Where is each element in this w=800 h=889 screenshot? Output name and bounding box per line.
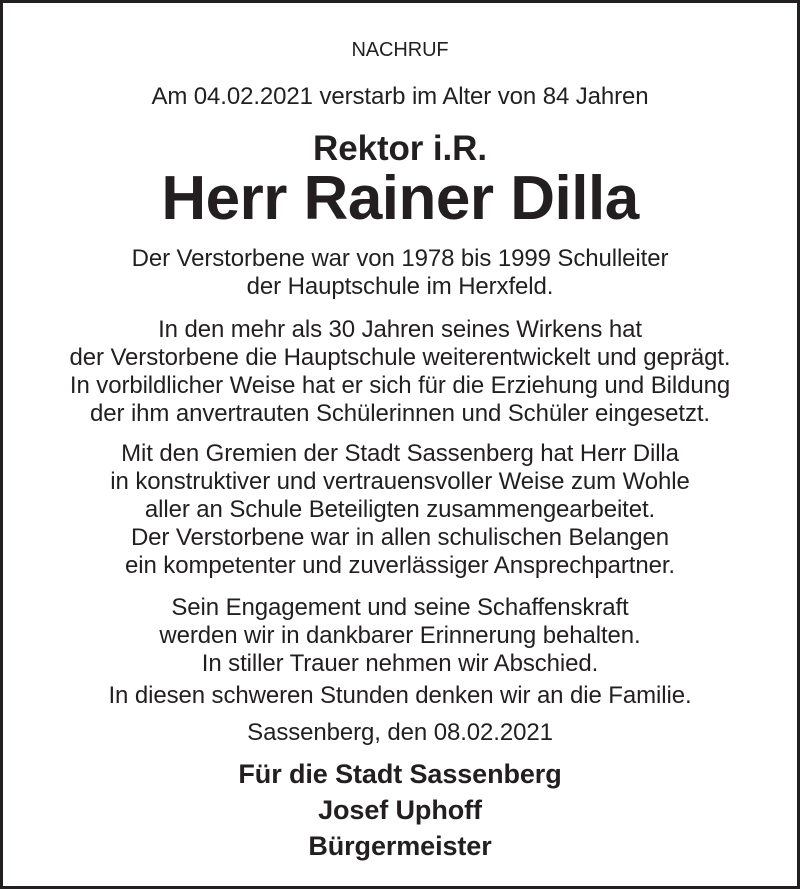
text-line: der Verstorbene die Hauptschule weiterentwickelt und geprägt. (69, 344, 731, 371)
place-date: Sassenberg, den 08.02.2021 (247, 719, 553, 746)
text-line: aller an Schule Beteiligten zusammengearbeitet. (144, 496, 656, 523)
notice-heading: NACHRUF (351, 39, 449, 61)
text-line: Der Verstorbene war in allen schulischen Belangen (130, 524, 670, 551)
signature-role: Bürgermeister (308, 831, 492, 861)
text-line: In den mehr als 30 Jahren seines Wirkens hat (158, 316, 642, 343)
text-line: Sein Engagement und seine Schaffenskraft (171, 594, 629, 621)
text-line: Der Verstorbene war von 1978 bis 1999 Schulleiter (131, 245, 669, 272)
text-line: Mit den Gremien der Stadt Sassenberg hat Herr Dilla (121, 440, 679, 467)
text-line: In stiller Trauer nehmen wir Abschied. (201, 650, 599, 677)
family-condolence: In diesen schweren Stunden denken wir an die Familie. (108, 682, 692, 709)
text-line: der Hauptschule im Herxfeld. (246, 273, 554, 300)
text-line: werden wir in dankbarer Erinnerung behalten. (159, 622, 641, 649)
text-line: In vorbildlicher Weise hat er sich für die Erziehung und Bildung (69, 372, 731, 399)
deceased-title: Rektor i.R. (313, 129, 487, 168)
death-announcement: Am 04.02.2021 verstarb im Alter von 84 Jahren (151, 83, 649, 110)
text-line: der ihm anvertrauten Schülerinnen und Schüler eingesetzt. (89, 400, 710, 427)
deceased-name: Herr Rainer Dilla (161, 164, 639, 233)
signature-person: Josef Uphoff (318, 795, 482, 825)
text-line: ein kompetenter und zuverlässiger Ansprechpartner. (125, 552, 675, 579)
text-line: in konstruktiver und vertrauensvoller Weise zum Wohle (110, 468, 690, 495)
signature-organization: Für die Stadt Sassenberg (238, 759, 562, 789)
